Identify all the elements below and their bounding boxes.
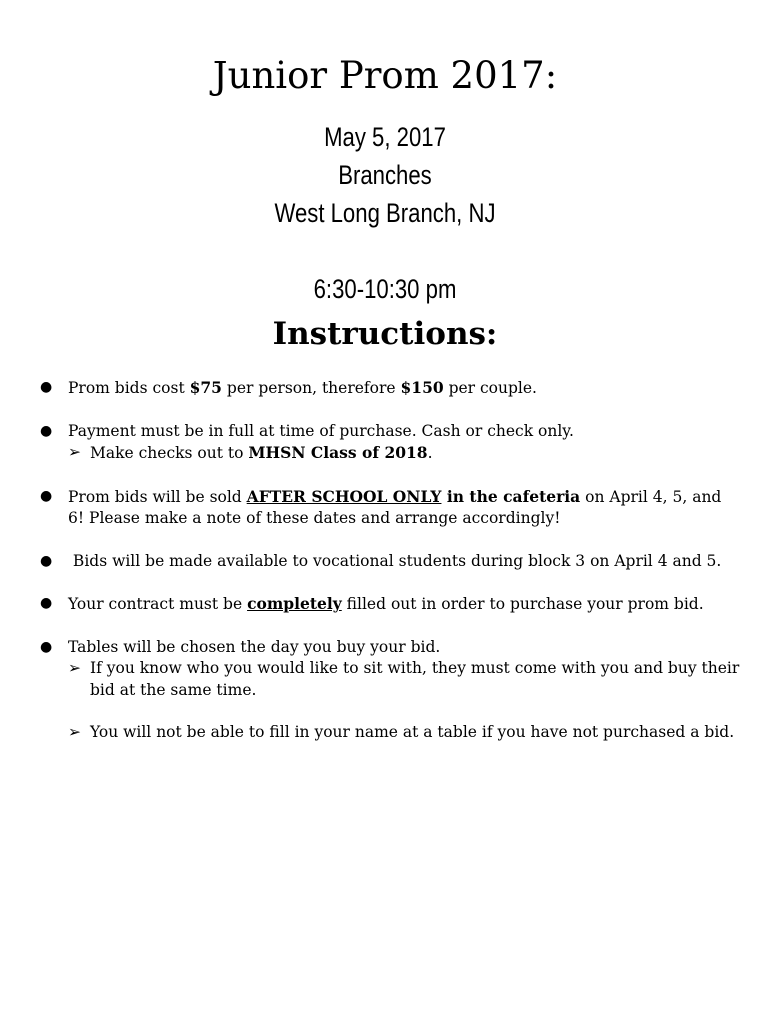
arrow-bullet-icon: ➢ xyxy=(68,723,81,741)
cost-text-2: per person, therefore xyxy=(221,379,401,397)
completely-emphasis: completely xyxy=(247,594,342,613)
bullet-icon: ● xyxy=(40,422,53,439)
bullet-icon: ● xyxy=(40,487,53,504)
in-the-cafeteria: in the cafeteria xyxy=(441,486,581,506)
tables-subitem-1 xyxy=(68,658,740,701)
payment-sub-period: . xyxy=(427,444,433,462)
cost-text-3: per couple. xyxy=(443,379,537,397)
event-venue: Branches xyxy=(338,160,432,190)
bullet-icon: ● xyxy=(40,379,53,395)
event-time: 6:30-10:30 pm xyxy=(313,274,457,304)
bullet-icon: ● xyxy=(40,552,53,569)
page-title: Junior Prom 2017: xyxy=(212,54,558,97)
payment-text: Payment must be in full at time of purchase. Cash or check only. xyxy=(68,421,574,440)
contract-text: Your contract must be xyxy=(68,595,248,613)
list-item-cost xyxy=(40,377,740,400)
cost-per-person: $75 xyxy=(189,378,222,397)
list-item-vocational xyxy=(40,551,740,573)
after-school-only: AFTER SCHOOL ONLY xyxy=(246,486,442,506)
event-date: May 5, 2017 xyxy=(324,122,446,152)
instructions-heading: Instructions: xyxy=(272,316,498,352)
list-item-payment xyxy=(40,421,740,465)
list-item-sold xyxy=(40,486,740,530)
instructions-list xyxy=(40,377,740,765)
bullet-icon: ● xyxy=(40,595,53,611)
contract-text-2: filled out in order to purchase your prom bid. xyxy=(341,595,704,613)
list-item-contract xyxy=(40,593,740,616)
tables-sub-text-2: You will not be able to fill in your name at a table if you have not purchased a bid. xyxy=(90,723,735,741)
cost-per-couple: $150 xyxy=(400,378,444,397)
tables-subitem-2 xyxy=(68,722,740,744)
arrow-bullet-icon: ➢ xyxy=(68,659,81,677)
event-details xyxy=(69,118,700,308)
payment-subitem xyxy=(68,442,740,465)
sold-text-2: on April 4, 5, and 6! Please make a note of these dates and arrange accordingly! xyxy=(68,487,722,527)
event-location: West Long Branch, NJ xyxy=(274,198,496,228)
payment-sub-text: Make checks out to xyxy=(90,444,249,462)
list-item-tables xyxy=(40,637,740,744)
cost-text: Prom bids cost xyxy=(68,379,190,397)
vocational-text: Bids will be made available to vocational students during block 3 on April 4 and 5. xyxy=(68,551,722,570)
tables-text: Tables will be chosen the day you buy your bid. xyxy=(68,637,441,656)
sold-text: Prom bids will be sold xyxy=(68,487,247,506)
arrow-bullet-icon: ➢ xyxy=(68,443,81,461)
bullet-icon: ● xyxy=(40,638,53,655)
tables-sub-text-1: If you know who you would like to sit with, they must come with you and buy their bid at the same time. xyxy=(90,659,740,699)
payee-name: MHSN Class of 2018 xyxy=(248,443,428,462)
